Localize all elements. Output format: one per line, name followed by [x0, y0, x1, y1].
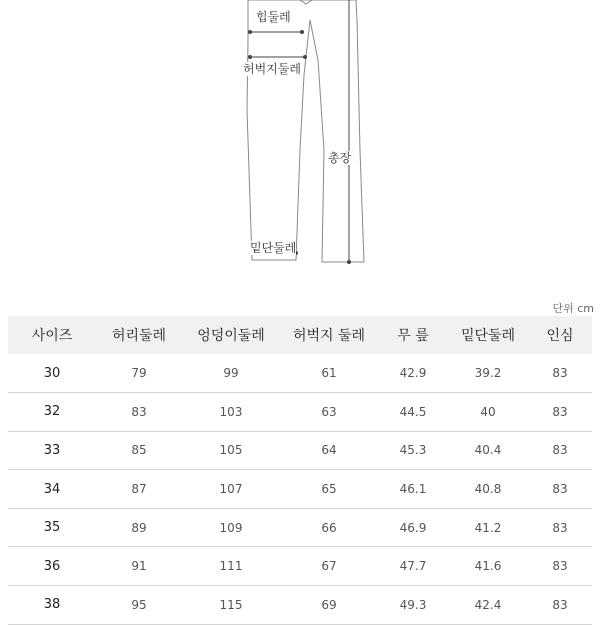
table-cell: 83: [552, 443, 568, 458]
table-cell: 69: [321, 597, 337, 612]
table-cell: 44.5: [399, 404, 427, 419]
table-cell: 63: [321, 404, 337, 419]
table-cell: 91: [131, 559, 147, 574]
table-cell: 83: [131, 404, 147, 419]
table-row: [8, 508, 592, 547]
size-cell: 38: [43, 597, 61, 613]
table-cell: 45.3: [399, 443, 427, 458]
table-cell: 40.8: [474, 482, 502, 497]
table-cell: 85: [131, 443, 147, 458]
table-cell: 66: [321, 520, 337, 535]
table-cell: 40: [480, 404, 496, 419]
hip-measure-dot: [248, 30, 252, 34]
table-cell: 46.1: [399, 482, 427, 497]
hip-measure-dot: [300, 30, 304, 34]
table-cell: 115: [219, 597, 243, 612]
pants-outline: [247, 0, 364, 262]
table-cell: 39.2: [474, 366, 502, 381]
thigh-measure-dot: [248, 55, 252, 59]
table-cell: 61: [321, 366, 337, 381]
table-row: [8, 470, 592, 509]
table-cell: 83: [552, 404, 568, 419]
header-cell: 엉덩이둘레: [197, 328, 265, 344]
table-cell: 111: [219, 559, 243, 574]
table-cell: 83: [552, 482, 568, 497]
table-cell: 83: [552, 559, 568, 574]
table-cell: 109: [219, 520, 243, 535]
table-cell: 40.4: [474, 443, 502, 458]
header-cell: 무 릎: [397, 328, 429, 344]
size-table: [8, 316, 592, 625]
table-cell: 103: [219, 404, 243, 419]
header-cell: 밑단둘레: [460, 328, 516, 344]
table-cell: 67: [321, 559, 337, 574]
hem-label: 밑단둘레: [250, 241, 297, 255]
table-row: [8, 393, 592, 432]
length-label: 총장: [328, 151, 352, 165]
table-cell: 87: [131, 482, 147, 497]
table-cell: 99: [223, 366, 239, 381]
table-cell: 41.2: [474, 520, 502, 535]
thigh-measure-dot: [303, 55, 307, 59]
size-cell: 35: [43, 520, 61, 536]
pants-measurement-diagram: [0, 0, 600, 270]
front-pocket-icon: [300, 0, 312, 4]
table-row: [8, 431, 592, 470]
size-cell: 30: [43, 365, 61, 381]
table-header-row: [8, 316, 592, 354]
table-cell: 46.9: [399, 520, 427, 535]
hip-label: 힙둘레: [256, 10, 291, 24]
header-cell: 허벅지 둘레: [292, 328, 366, 344]
table-row: [8, 354, 592, 393]
thigh-label: 허벅지둘레: [243, 62, 301, 76]
table-cell: 41.6: [474, 559, 502, 574]
table-cell: 107: [219, 482, 243, 497]
table-cell: 83: [552, 366, 568, 381]
table-cell: 83: [552, 520, 568, 535]
table-cell: 47.7: [399, 559, 427, 574]
table-cell: 65: [321, 482, 337, 497]
table-cell: 83: [552, 597, 568, 612]
table-cell: 79: [131, 366, 147, 381]
table-cell: 64: [321, 443, 337, 458]
header-cell: 인심: [546, 328, 574, 344]
header-cell: 허리둘레: [111, 328, 167, 344]
table-cell: 42.9: [399, 366, 427, 381]
header-cell: 사이즈: [31, 328, 73, 344]
table-cell: 95: [131, 597, 147, 612]
table-cell: 42.4: [474, 597, 502, 612]
table-row: [8, 547, 592, 586]
size-cell: 36: [43, 558, 61, 574]
size-cell: 32: [43, 404, 61, 420]
table-row: [8, 586, 592, 625]
table-cell: 105: [219, 443, 243, 458]
size-cell: 33: [43, 442, 61, 458]
table-cell: 89: [131, 520, 147, 535]
size-cell: 34: [43, 481, 61, 497]
length-measure-dot: [347, 260, 351, 264]
unit-label: 단위 cm: [552, 302, 594, 315]
table-cell: 49.3: [399, 597, 427, 612]
